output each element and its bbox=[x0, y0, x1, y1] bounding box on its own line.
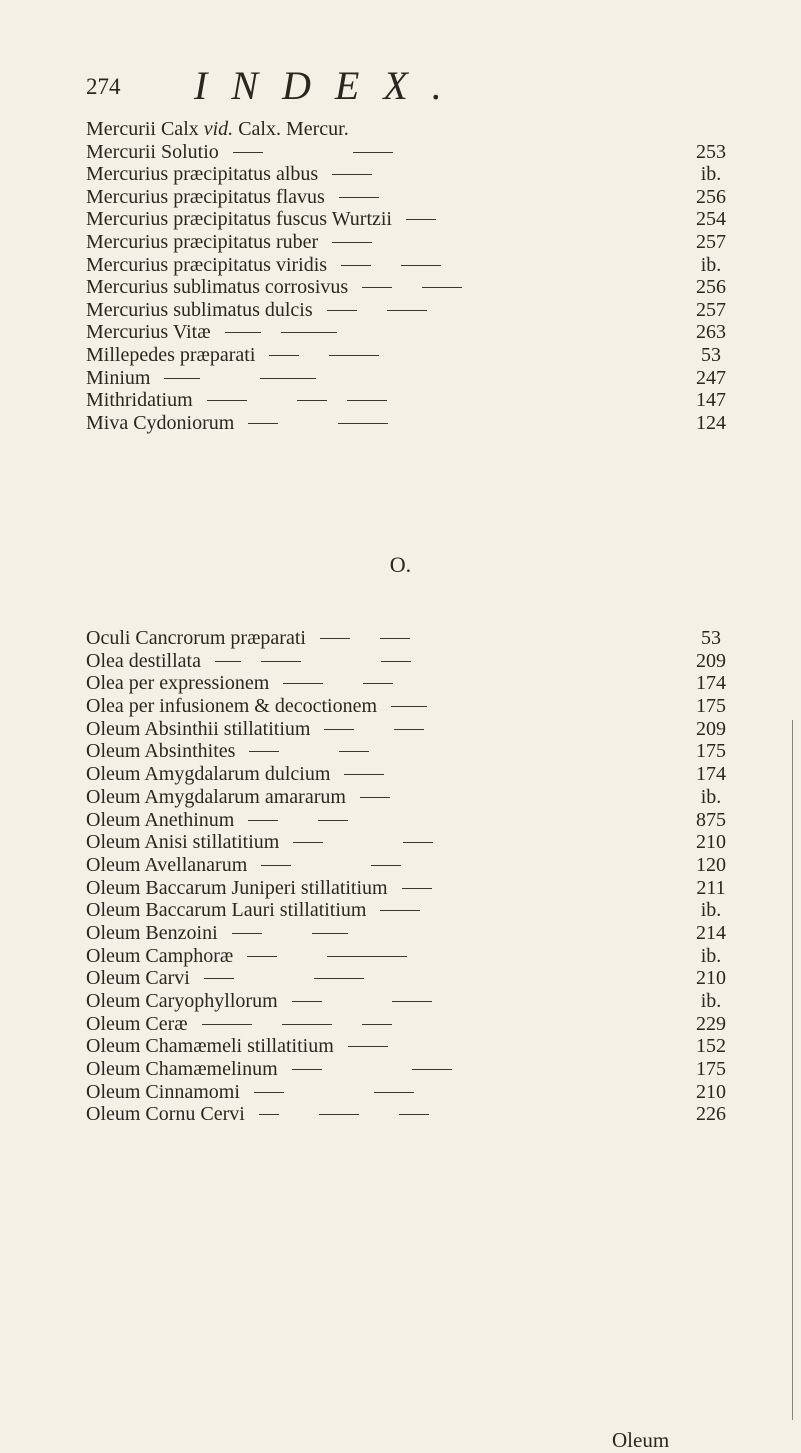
leader-dash bbox=[269, 355, 299, 356]
leader-dash bbox=[202, 1024, 252, 1025]
leader-dash bbox=[164, 378, 200, 379]
cross-reference-marker: vid. bbox=[203, 118, 234, 140]
entry-term: Mercurius Vitæ bbox=[86, 321, 211, 344]
leader-dash bbox=[329, 355, 379, 356]
entry-term: Mercurius præcipitatus albus bbox=[86, 163, 319, 186]
leader-dash bbox=[332, 242, 372, 243]
leader-dash bbox=[362, 287, 392, 288]
entry-term: Oleum Chamæmelinum bbox=[86, 1058, 278, 1081]
entry-page-ref: ib. bbox=[700, 990, 722, 1012]
leader-dash bbox=[324, 729, 354, 730]
index-entry bbox=[86, 922, 746, 945]
leader-dash bbox=[297, 400, 327, 401]
leader-dash bbox=[320, 638, 350, 639]
entry-term: Oleum Caryophyllorum bbox=[86, 990, 278, 1012]
index-entry bbox=[86, 299, 746, 322]
leader-dash bbox=[422, 287, 462, 288]
leader-dash bbox=[381, 661, 411, 662]
leader-dash bbox=[399, 1114, 429, 1115]
entry-term: Mithridatium bbox=[86, 389, 193, 412]
entry-page-ref: ib. bbox=[700, 163, 722, 186]
entry-term: Olea per infusionem & decoctionem bbox=[86, 695, 378, 718]
entry-term: Oleum Cornu Cervi bbox=[86, 1103, 245, 1126]
entry-term: Mercurius sublimatus dulcis bbox=[86, 298, 313, 321]
entry-page-ref: ib. bbox=[700, 944, 722, 967]
leader-dash bbox=[247, 956, 277, 957]
entry-term: Mercurii Calx vid. Calx. Mercur. bbox=[86, 118, 349, 140]
entry-term: Oleum Amygdalarum amararum bbox=[86, 785, 346, 808]
leader-dash bbox=[260, 378, 316, 379]
leader-dash bbox=[261, 865, 291, 866]
entry-page-ref: 257 bbox=[696, 230, 726, 253]
entry-page-ref: 53 bbox=[701, 627, 721, 649]
index-entry bbox=[86, 208, 746, 231]
entry-page-ref: 209 bbox=[696, 649, 726, 672]
index-entry bbox=[86, 740, 746, 763]
leader-dash bbox=[339, 197, 379, 198]
entry-term: Oleum Anisi stillatitium bbox=[86, 831, 280, 854]
index-entry bbox=[86, 990, 746, 1013]
leader-dash bbox=[394, 729, 424, 730]
index-entry bbox=[86, 945, 746, 968]
entry-page-ref: 124 bbox=[696, 411, 726, 434]
page-header bbox=[86, 62, 746, 112]
entry-term: Miva Cydoniorum bbox=[86, 411, 235, 434]
leader-dash bbox=[402, 888, 432, 889]
index-section-m bbox=[86, 118, 746, 434]
entry-page-ref: 253 bbox=[696, 140, 726, 163]
entry-page-ref: 152 bbox=[696, 1035, 726, 1058]
entry-term: Millepedes præparati bbox=[86, 343, 256, 366]
entry-page-ref: 210 bbox=[696, 831, 726, 854]
entry-term: Olea destillata bbox=[86, 649, 201, 672]
leader-dash bbox=[292, 1001, 322, 1002]
leader-dash bbox=[318, 820, 348, 821]
index-entry bbox=[86, 786, 746, 809]
index-entry bbox=[86, 321, 746, 344]
leader-dash bbox=[348, 1046, 388, 1047]
leader-dash bbox=[292, 1069, 322, 1070]
entry-term: Olea per expressionem bbox=[86, 672, 270, 695]
entry-page-ref: 174 bbox=[696, 672, 726, 695]
index-entry bbox=[86, 650, 746, 673]
index-entry bbox=[86, 276, 746, 299]
entry-term: Mercurius præcipitatus viridis bbox=[86, 253, 328, 276]
leader-dash bbox=[332, 174, 372, 175]
entry-term: Oleum Baccarum Lauri stillatitium bbox=[86, 899, 367, 922]
entry-page-ref: 214 bbox=[696, 921, 726, 944]
entry-term: Oculi Cancrorum præparati bbox=[86, 627, 306, 649]
leader-dash bbox=[403, 842, 433, 843]
index-entry bbox=[86, 672, 746, 695]
leader-dash bbox=[412, 1069, 452, 1070]
entry-page-ref: 875 bbox=[696, 808, 726, 831]
leader-dash bbox=[283, 683, 323, 684]
entry-page-ref: 175 bbox=[696, 740, 726, 763]
entry-term: Oleum Carvi bbox=[86, 967, 190, 990]
entry-term: Mercurii Solutio bbox=[86, 140, 219, 163]
leader-dash bbox=[387, 310, 427, 311]
leader-dash bbox=[312, 933, 348, 934]
leader-dash bbox=[392, 1001, 432, 1002]
entry-term: Oleum Anethinum bbox=[86, 808, 235, 831]
leader-dash bbox=[293, 842, 323, 843]
index-entry bbox=[86, 412, 746, 435]
leader-dash bbox=[225, 332, 261, 333]
section-heading-o: O. bbox=[389, 552, 412, 577]
entry-term: Oleum Chamæmeli stillatitium bbox=[86, 1035, 334, 1058]
entry-page-ref: 147 bbox=[696, 389, 726, 412]
leader-dash bbox=[282, 1024, 332, 1025]
entry-term: Oleum Amygdalarum dulcium bbox=[86, 763, 331, 786]
entry-page-ref: ib. bbox=[700, 899, 722, 922]
entry-page-ref: 226 bbox=[696, 1103, 726, 1126]
leader-dash bbox=[341, 265, 371, 266]
entry-page-ref: 120 bbox=[696, 853, 726, 876]
leader-dash bbox=[374, 1092, 414, 1093]
index-entry bbox=[86, 1013, 746, 1036]
leader-dash bbox=[401, 265, 441, 266]
leader-dash bbox=[248, 423, 278, 424]
leader-dash bbox=[249, 751, 279, 752]
entry-page-ref: 257 bbox=[696, 298, 726, 321]
entry-term: Mercurius præcipitatus flavus bbox=[86, 185, 325, 208]
entry-page-ref: 263 bbox=[696, 321, 726, 344]
index-entry bbox=[86, 118, 746, 141]
leader-dash bbox=[327, 956, 407, 957]
index-entry bbox=[86, 718, 746, 741]
leader-dash bbox=[254, 1092, 284, 1093]
entry-page-ref: 256 bbox=[696, 185, 726, 208]
leader-dash bbox=[314, 978, 364, 979]
entry-page-ref: 175 bbox=[696, 695, 726, 718]
leader-dash bbox=[371, 865, 401, 866]
index-entry bbox=[86, 344, 746, 367]
index-entry bbox=[86, 1081, 746, 1104]
entry-page-ref: 254 bbox=[696, 208, 726, 231]
index-entry bbox=[86, 141, 746, 164]
leader-dash bbox=[319, 1114, 359, 1115]
leader-dash bbox=[353, 152, 393, 153]
leader-dash bbox=[248, 820, 278, 821]
entry-page-ref: 175 bbox=[696, 1058, 726, 1081]
entry-term: Oleum Ceræ bbox=[86, 1012, 188, 1035]
leader-dash bbox=[232, 933, 262, 934]
entry-term: Oleum Avellanarum bbox=[86, 853, 248, 876]
entry-term: Oleum Absinthii stillatitium bbox=[86, 717, 311, 740]
index-entry bbox=[86, 854, 746, 877]
index-entry bbox=[86, 1035, 746, 1058]
entry-term: Oleum Cinnamomi bbox=[86, 1080, 240, 1103]
leader-dash bbox=[347, 400, 387, 401]
index-entry bbox=[86, 367, 746, 390]
page-number: 274 bbox=[86, 74, 121, 99]
entry-term: Oleum Absinthites bbox=[86, 740, 236, 763]
index-entry bbox=[86, 695, 746, 718]
entry-term: Minium bbox=[86, 366, 151, 389]
index-section-o bbox=[86, 627, 746, 1126]
entry-page-ref: 174 bbox=[696, 763, 726, 786]
leader-dash bbox=[380, 638, 410, 639]
index-entry bbox=[86, 186, 746, 209]
entry-term: Oleum Camphoræ bbox=[86, 944, 234, 967]
leader-dash bbox=[215, 661, 241, 662]
running-title: INDEX. bbox=[194, 63, 466, 108]
index-entry bbox=[86, 627, 746, 650]
leader-dash bbox=[406, 219, 436, 220]
leader-dash bbox=[259, 1114, 279, 1115]
entry-page-ref: 256 bbox=[696, 276, 726, 299]
index-entry bbox=[86, 809, 746, 832]
index-entry bbox=[86, 163, 746, 186]
index-entry bbox=[86, 831, 746, 854]
index-entry bbox=[86, 1058, 746, 1081]
entry-page-ref: 247 bbox=[696, 366, 726, 389]
leader-dash bbox=[344, 774, 384, 775]
leader-dash bbox=[391, 706, 427, 707]
index-entry bbox=[86, 231, 746, 254]
leader-dash bbox=[362, 1024, 392, 1025]
entry-term: Mercurius præcipitatus ruber bbox=[86, 230, 319, 253]
leader-dash bbox=[380, 910, 420, 911]
index-entry bbox=[86, 254, 746, 277]
index-entry bbox=[86, 389, 746, 412]
index-entry bbox=[86, 899, 746, 922]
leader-dash bbox=[363, 683, 393, 684]
catchword: Oleum bbox=[612, 1428, 670, 1452]
index-entry bbox=[86, 877, 746, 900]
entry-page-ref: 210 bbox=[696, 967, 726, 990]
entry-page-ref: 229 bbox=[696, 1012, 726, 1035]
leader-dash bbox=[360, 797, 390, 798]
leader-dash bbox=[339, 751, 369, 752]
entry-term: Oleum Benzoini bbox=[86, 921, 218, 944]
entry-page-ref: 209 bbox=[696, 717, 726, 740]
entry-page-ref: 211 bbox=[696, 876, 726, 899]
index-entry bbox=[86, 967, 746, 990]
index-entry bbox=[86, 763, 746, 786]
entry-term: Oleum Baccarum Juniperi stillatitium bbox=[86, 876, 388, 899]
entry-page-ref: ib. bbox=[700, 785, 722, 808]
entry-page-ref: ib. bbox=[700, 253, 722, 276]
entry-page-ref: 53 bbox=[701, 343, 721, 366]
leader-dash bbox=[233, 152, 263, 153]
leader-dash bbox=[204, 978, 234, 979]
leader-dash bbox=[261, 661, 301, 662]
entry-term: Mercurius præcipitatus fuscus Wurtzii bbox=[86, 208, 392, 231]
leader-dash bbox=[338, 423, 388, 424]
entry-term: Mercurius sublimatus corrosivus bbox=[86, 276, 349, 299]
leader-dash bbox=[327, 310, 357, 311]
leader-dash bbox=[281, 332, 337, 333]
leader-dash bbox=[207, 400, 247, 401]
index-entry bbox=[86, 1103, 746, 1126]
page-edge-line bbox=[792, 720, 793, 1420]
entry-page-ref: 210 bbox=[696, 1080, 726, 1103]
